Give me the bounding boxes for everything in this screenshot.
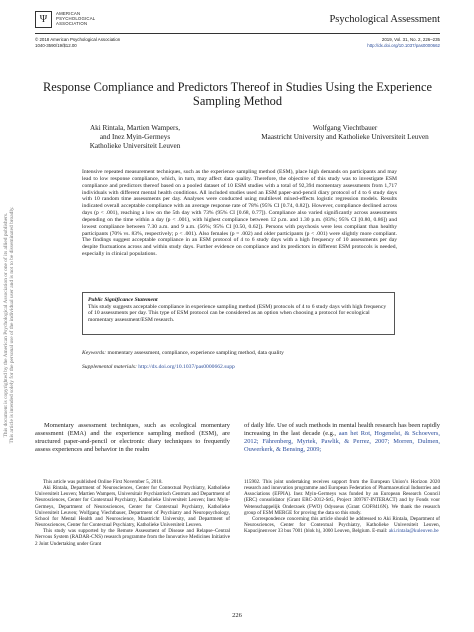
keywords: Keywords: momentary assessment, compliance, experience sampling method, data quality — [82, 350, 284, 356]
abstract: Intensive repeated measurement techniques, such as the experience sampling method (ESM), place high demands on participants and may lead to low response compliance, which, in turn, may affect data quality. Therefore, the objective of this study was to investigate ESM compliance and predictors thereof based on a pooled dataset of 10 ESM studies with a total of 92,394 momentary assessments from 1,717 individuals with different mental health conditions. All included studies used an ESM paper-and-pencil diary protocol of 4 to 6 study days with 10 random time assessments per day. Analyses were conducted using multilevel mixed-effects logistic regression models. Results indicated overall acceptable compliance with an average response rate of 78% (95% CI [0.74, 0.82]). However, compliance declined across days (p < .001), reaching a low on the 5th day with 73% (95% CI [0.68, 0.77]). Compliance also varied significantly across assessments depending on the time within a day (p < .001), with highest compliance between 12 p.m. and 1.30 p.m. (83%; 95% CI [0.80, 0.86]) and lowest compliance between 7.30 a.m. and 9 a.m. (56%; 95% CI [0.50, 0.62]). Persons with psychosis were less compliant than healthy participants (70% vs. 83%, respectively; p < .001). Also females (p = .002) and older participants (p < .001) were slightly more compliant. The findings suggest acceptable compliance in an ESM protocol of 4 to 6 study days with a high frequency of 10 assessments per day despite fluctuations across and within study days. Further evidence on compliance and its predictors in different ESM protocols is needed, especially in clinical populations. — [82, 169, 397, 258]
header-rule — [35, 33, 440, 34]
footnote: Aki Rintala, Department of Neurosciences, Center for Contextual Psychiatry, Katholieke Universiteit Leuven; Martien Wampers, Universitair Psychiatrisch Centrum and Department of Neurosciences, Center for Contextual Psychiatry, Katholieke Universiteit Leuven; Inez Myin-Germeys, Department of Neurosciences, Center for Contextual Psychiatry, Katholieke Universiteit Leuven; Wolfgang Viechtbauer, Department of Psychiatry and Neuropsychology, School for Mental Health and Neuroscience, Maastricht University, and Department of Neurosciences, Center for Contextual Psychiatry, Katholieke Universiteit Leuven. — [35, 485, 230, 529]
doi-link[interactable]: http://dx.doi.org/10.1037/pas0000662 — [367, 42, 440, 48]
volume-info: 2019, Vol. 31, No. 2, 226–235 http://dx.doi.org/10.1037/pas0000662 — [367, 37, 440, 48]
body-column-right: of daily life. Use of such methods in mental health research has been rapidly increasing in the last decade (e.g., aan het Rot, Hogenelst, & Schoevers, 2012; Fährenberg, Myrtek, Pawlik, & Perrez, 2007; Morren, Dulmen, Ouwerkerk, & Bensing, 2009; — [244, 422, 440, 453]
footnotes-right — [244, 479, 440, 534]
copyright-watermark — [3, 75, 16, 575]
apa-logo-icon: Ψ — [35, 11, 52, 28]
copyright-info: © 2018 American Psychological Association 1040-3590/19/$12.00 — [35, 37, 121, 48]
authors-right: Wolfgang Viechtbauer Maastricht University and Katholieke Universiteit Leuven — [245, 124, 445, 142]
footnote: This study was supported by the Remote Assessment of Disease and Relapse–Central Nervous System (RADAR-CNS) research programme from the Innovative Medicines Initiative 2 Joint Undertaking under Grant — [35, 528, 230, 547]
page-number: 226 — [232, 612, 242, 619]
journal-name: Psychological Assessment — [329, 14, 440, 25]
email-link[interactable]: aki.rintala@kuleuven.be — [388, 528, 439, 535]
watermark-line-2: This article is intended solely for the personal use of the individual user and is not to be disseminated broadly. — [9, 206, 16, 444]
citation-links[interactable]: aan het Rot, Hogenelst, & Schoevers, 2012; Fährenberg, Myrtek, Pawlik, & Perrez, 2007; Morren, Dulmen, Ouwerkerk, & Bensing, 2009; — [244, 429, 440, 453]
supplemental-link[interactable]: http://dx.doi.org/10.1037/pas0000662.supp — [138, 364, 235, 370]
watermark-line-1: This document is copyrighted by the American Psychological Association or one of its allied publishers. — [3, 212, 9, 438]
article-title: Response Compliance and Predictors Thereof in Studies Using the Experience Sampling Method — [43, 80, 432, 108]
publisher-name: AMERICAN PSYCHOLOGICAL ASSOCIATION — [56, 11, 96, 27]
supplemental-materials: Supplemental materials: http://dx.doi.org/10.1037/pas0000662.supp — [82, 364, 235, 370]
body-column-left: Momentary assessment techniques, such as ecological momentary assessment (EMA) and the experience sampling method (ESM), are structured paper-and-pencil or electronic diary techniques to frequently assess experiences and behavior in the realm — [35, 422, 230, 453]
authors-left: Aki Rintala, Martien Wampers, and Inez Myin-Germeys Katholieke Universiteit Leuven — [55, 124, 215, 150]
public-significance-box — [82, 292, 395, 335]
footnote: 115902. This joint undertaking receives support from the European Union’s Horizon 2020 research and innovation programme and European Federation of Pharmaceutical Industries and Associations (EFPIA). Inez Myin-Germeys was funded by an European Research Council (ERC) consolidator (Grant ERC-2012-StG, Project 309767-INTERACT) and by Fonds voor Wetenschappelijk Onderzoek (FWO) Odysseus (Grant GOF8416N). We thank the research group of ESM MERGE for proving the data so this study. — [244, 479, 440, 516]
footnote: Correspondence concerning this article should be addressed to Aki Rintala, Department of Neurosciences, Center for Contextual Psychiatry, Katholieke Universiteit Leuven, Kapucijnenvoer 33 bus 7001 (blok h), 3000 Leuven, Belgium. E-mail: aki.rintala@kuleuven.be — [244, 515, 440, 535]
footnotes-left — [35, 479, 230, 547]
affiliation-left: Katholieke Universiteit Leuven — [89, 141, 181, 150]
footnote: This article was published Online First November 5, 2018. — [43, 479, 163, 485]
pss-title: Public Significance Statement — [88, 297, 158, 303]
pss-text: This study suggests acceptable compliance in experience sampling method (ESM) protocols of 4 to 6 study days with high frequency of 10 assessments per day. This type of ESM protocol can be considered as an option when choosing a protocol for ecological momentary assessment/ESM research. — [88, 303, 387, 324]
affiliation-right: Maastricht University and Katholieke Universiteit Leuven — [261, 132, 429, 141]
